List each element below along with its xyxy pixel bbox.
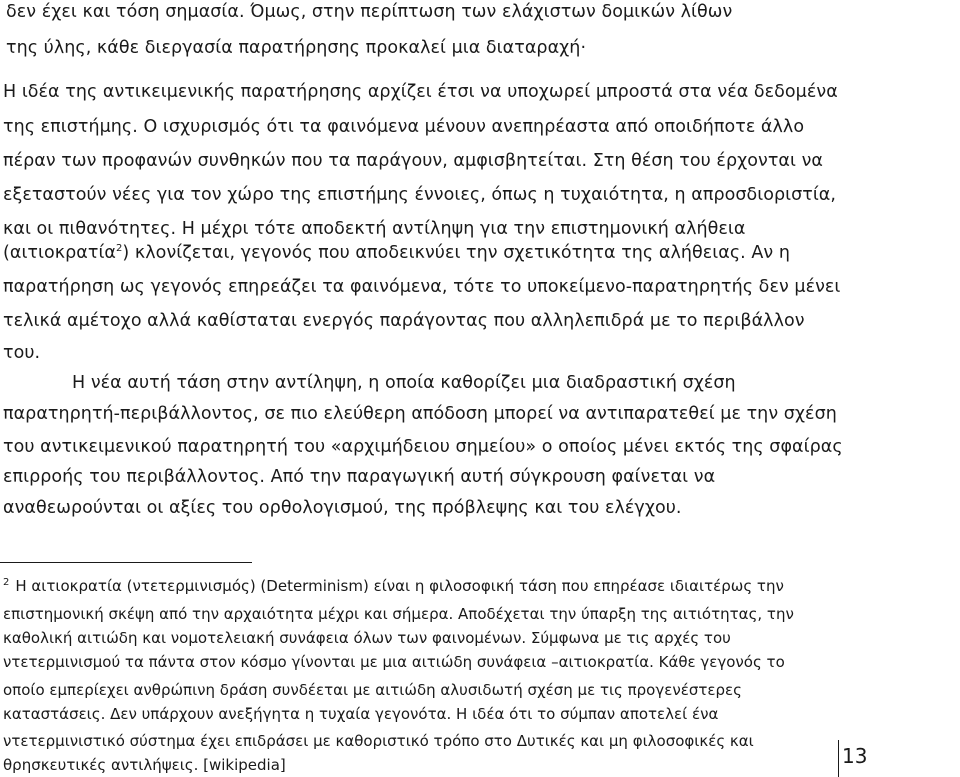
body-line: παρατήρηση ως γεγονός επηρεάζει τα φαινόμενα, τότε το υποκείμενο-παρατηρητής δεν μένει bbox=[3, 277, 841, 297]
footnote-line: οποίο εμπερίεχει ανθρώπινη δράση συνδέεται με αιτιώδη αλυσιδωτή σχέση με τις προγενέστερες bbox=[3, 681, 742, 699]
body-line-part: ) κλονίζεται, γεγονός που αποδεικνύει την σχετικότητα της αλήθειας. Αν η bbox=[122, 243, 790, 263]
body-line: τελικά αμέτοχο αλλά καθίσταται ενεργός παράγοντας που αλληλεπιδρά με το περιβάλλον bbox=[3, 311, 805, 331]
body-line-part: (αιτιοκρατία bbox=[3, 243, 116, 263]
body-line: παρατηρητή-περιβάλλοντος, σε πιο ελεύθερη απόδοση μπορεί να αντιπαρατεθεί με την σχέση bbox=[3, 404, 837, 424]
footnote-line: καθολική αιτιώδη και νομοτελειακή συνάφεια όλων των φαινομένων. Σύμφωνα με τις αρχές του bbox=[3, 629, 731, 647]
footnote-reference[interactable]: 2 bbox=[116, 243, 123, 255]
body-line: Η ιδέα της αντικειμενικής παρατήρησης αρχίζει έτσι να υποχωρεί μπροστά στα νέα δεδομένα bbox=[3, 82, 838, 102]
body-line: αναθεωρούνται οι αξίες του ορθολογισμού, της πρόβλεψης και του ελέγχου. bbox=[3, 498, 682, 518]
body-line: επιρροής του περιβάλλοντος. Από την παραγωγική αυτή σύγκρουση φαίνεται να bbox=[3, 467, 716, 487]
footnote-line: θρησκευτικές αντιλήψεις. [wikipedia] bbox=[3, 756, 286, 774]
body-line: εξεταστούν νέες για τον χώρο της επιστήμης έννοιες, όπως η τυχαιότητα, η απροσδιοριστία, bbox=[3, 185, 837, 205]
page-number: 13 bbox=[842, 744, 868, 768]
footnote-marker: 2 bbox=[3, 577, 10, 588]
footnote-separator bbox=[0, 562, 252, 563]
body-line-with-footnote-ref bbox=[3, 243, 790, 263]
body-line: δεν έχει και τόση σημασία. Όμως, στην περίπτωση των ελάχιστων δομικών λίθων bbox=[6, 2, 733, 22]
footnote-line bbox=[3, 577, 784, 595]
footnote-line: ντετερμινιστικό σύστημα έχει επιδράσει με καθοριστικό τρόπο στο Δυτικές και μη φιλοσοφικές και bbox=[3, 732, 754, 750]
body-line: της επιστήμης. Ο ισχυρισμός ότι τα φαινόμενα μένουν ανεπηρέαστα από οποιδήποτε άλλο bbox=[3, 117, 805, 137]
footnote-line: ντετερμινισμού τα πάντα στον κόσμο γίνονται με μια αιτιώδη συνάφεια –αιτιοκρατία. Κάθε γεγονός το bbox=[3, 653, 785, 671]
footnote-line: καταστάσεις. Δεν υπάρχουν ανεξήγητα η τυχαία γεγονότα. Η ιδέα ότι το σύμπαν αποτελεί ένα bbox=[3, 705, 719, 723]
body-line: του αντικειμενικού παρατηρητή του «αρχιμήδειου σημείου» ο οποίος μένει εκτός της σφαίρας bbox=[3, 437, 843, 457]
body-line: πέραν των προφανών συνθηκών που τα παράγουν, αμφισβητείται. Στη θέση του έρχονται να bbox=[3, 151, 824, 171]
page-number-divider bbox=[838, 740, 839, 777]
footnote-line-text: Η αιτιοκρατία (ντετερμινισμός) (Determinism) είναι η φιλοσοφική τάση που επηρέασε ιδιαιτέρως την bbox=[15, 577, 784, 595]
body-line: της ύλης, κάθε διεργασία παρατήρησης προκαλεί μια διαταραχή· bbox=[6, 38, 587, 58]
body-line: Η νέα αυτή τάση στην αντίληψη, η οποία καθορίζει μια διαδραστική σχέση bbox=[72, 373, 736, 393]
body-line: του. bbox=[3, 343, 41, 363]
body-line: και οι πιθανότητες. Η μέχρι τότε αποδεκτή αντίληψη για την επιστημονική αλήθεια bbox=[3, 219, 746, 239]
footnote-line: επιστημονική σκέψη από την αρχαιότητα μέχρι και σήμερα. Αποδέχεται την ύπαρξη της αιτιότητας, την bbox=[3, 605, 794, 623]
